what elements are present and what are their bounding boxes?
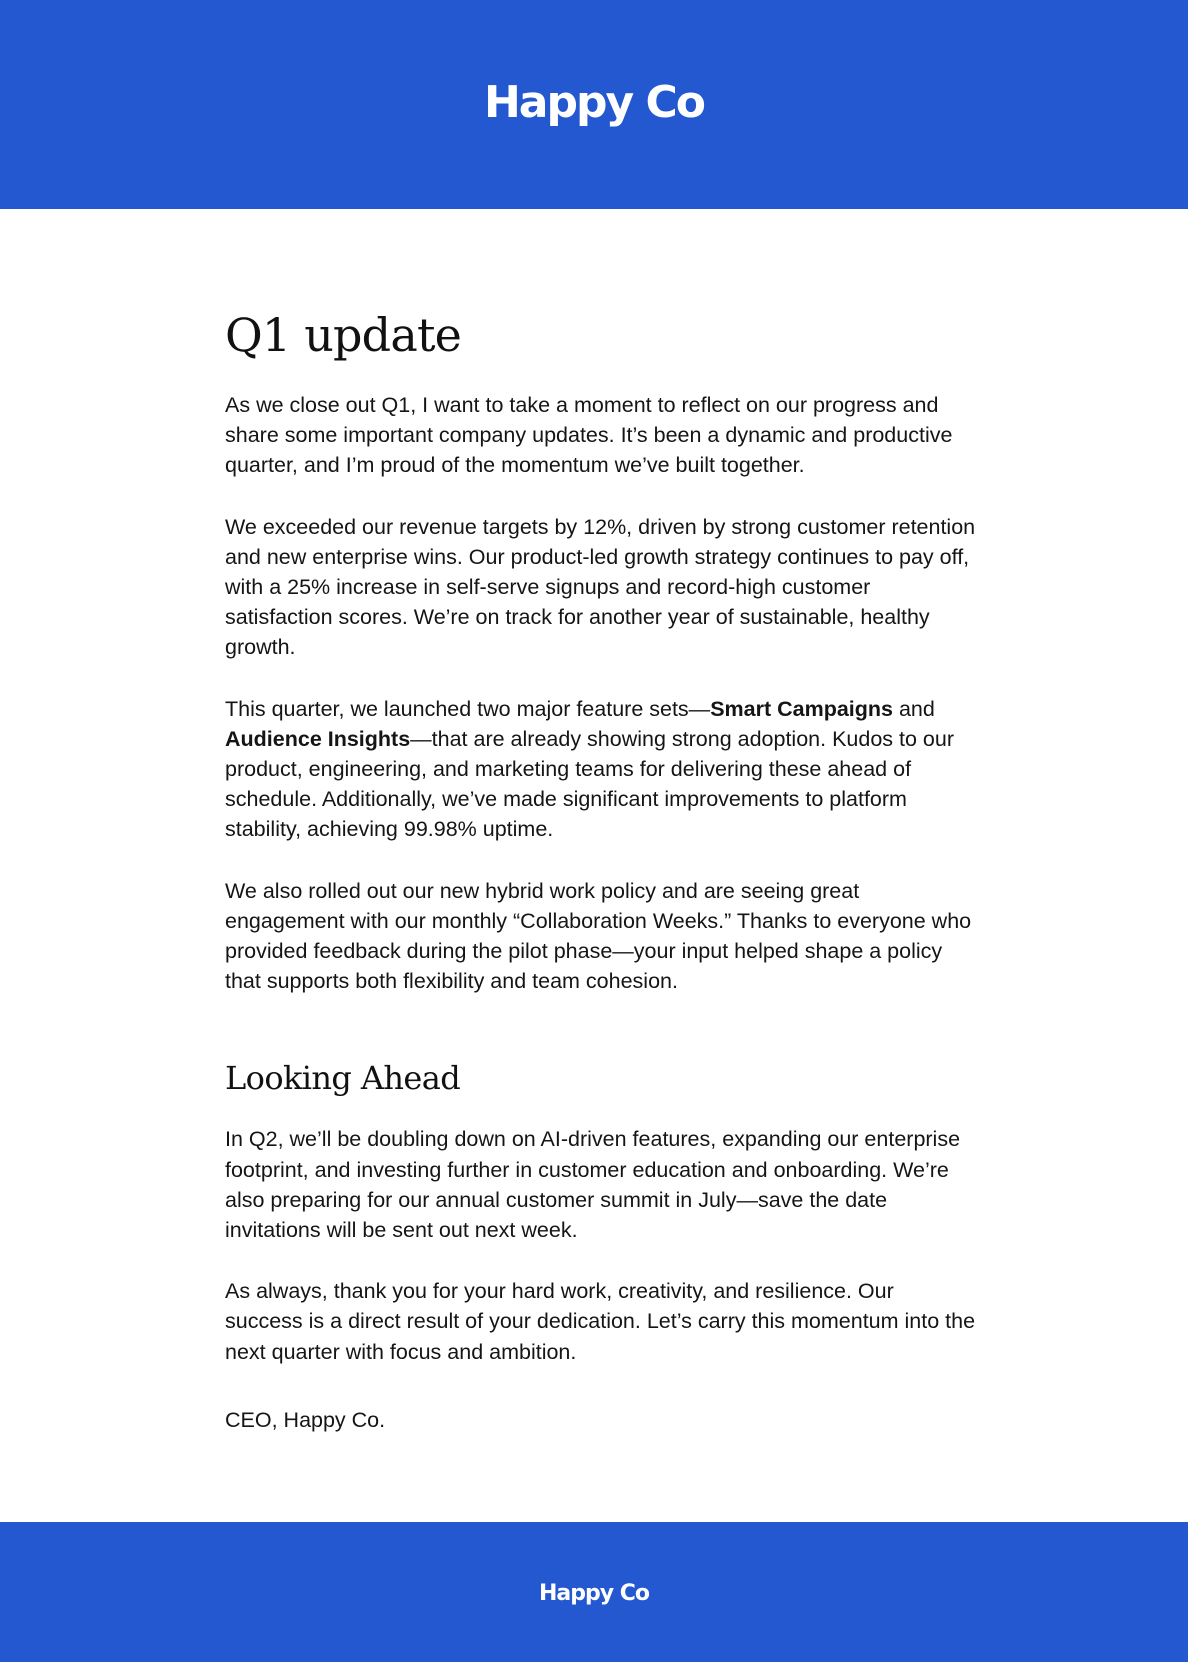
hybrid-work-paragraph: We also rolled out our new hybrid work policy and are seeing great engagement with our monthly “Collaboration Weeks.” Thanks to everyone who provided feedback during the pilot phase—your input helped shape a policy that supports both flexibility and team cohesion. <box>225 878 972 994</box>
revenue-paragraph: We exceeded our revenue targets by 12%, driven by strong customer retention and new enterprise wins. Our product-led growth strategy continues to pay off, with a 25% increase in self-serve signups and record-high customer satisfaction scores. We’re on track for another year of sustainable, healthy growth. <box>225 514 976 660</box>
header-logo[interactable]: Happy Co <box>483 77 705 128</box>
email-body <box>225 296 977 1435</box>
header-banner <box>0 0 1188 209</box>
feature-smart-campaigns: Smart Campaigns <box>710 696 893 721</box>
features-rest: —that are already showing strong adoption. Kudos to our product, engineering, and marketing teams for delivering these ahead of schedule. Additionally, we’ve made significant improvements to platform stability, achieving 99.98% uptime. <box>225 726 954 842</box>
features-lead: This quarter, we launched two major feature sets— <box>225 696 711 721</box>
closing-paragraph: As always, thank you for your hard work, creativity, and resilience. Our success is a direct result of your dedication. Let’s carry this momentum into the next quarter with focus and ambition. <box>225 1279 976 1364</box>
features-paragraph <box>225 694 977 845</box>
footer-logo[interactable]: Happy Co <box>538 1581 649 1606</box>
signature: CEO, Happy Co. <box>225 1407 386 1432</box>
q2-plans-paragraph: In Q2, we’ll be doubling down on AI-driven features, expanding our enterprise footprint, and investing further in customer education and onboarding. We’re also preparing for our annual customer summit in July—save the date invitations will be sent out next week. <box>225 1127 961 1243</box>
features-joiner: and <box>893 696 935 721</box>
page-title: Q1 update <box>225 308 462 362</box>
looking-ahead-heading: Looking Ahead <box>225 1059 461 1098</box>
feature-audience-insights: Audience Insights <box>225 726 411 751</box>
intro-paragraph: As we close out Q1, I want to take a moment to reflect on our progress and share some important company updates. It’s been a dynamic and productive quarter, and I’m proud of the momentum we’ve built together. <box>225 393 953 478</box>
